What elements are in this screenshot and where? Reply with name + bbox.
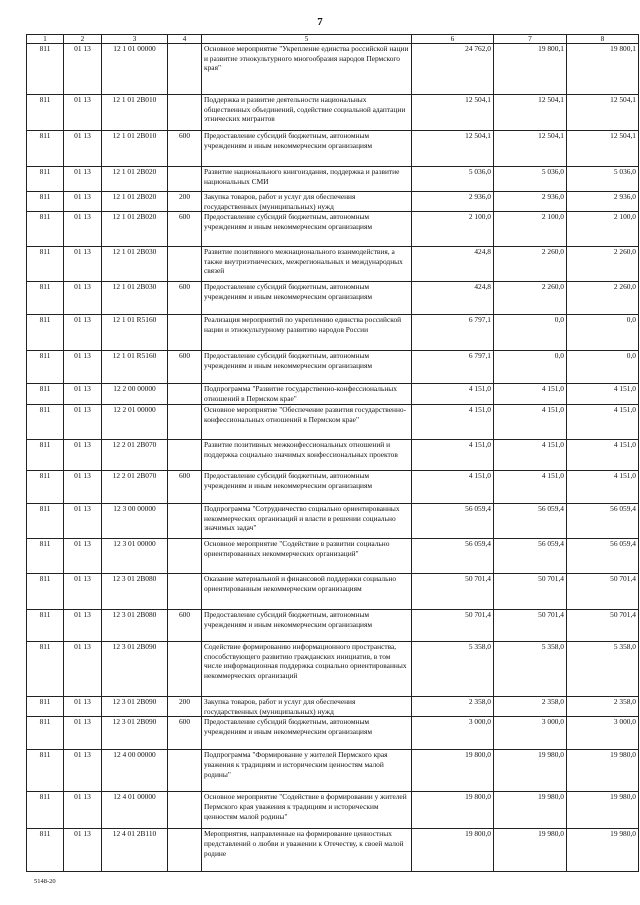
amount-2020-cell: 5 358,0 <box>412 642 494 697</box>
description-cell: Поддержка и развитие деятельности национальных общественных объединений, содействие социальной адаптации этнических мигрантов <box>202 95 412 131</box>
section-code-cell: 01 13 <box>64 44 102 95</box>
amount-2022-cell: 4 151,0 <box>567 384 639 405</box>
amount-2021-cell: 0,0 <box>494 351 567 384</box>
column-header: 2 <box>64 35 102 44</box>
target-article-code-cell: 12 1 01 2В030 <box>102 247 168 282</box>
target-article-code-cell: 12 1 01 2В020 <box>102 192 168 212</box>
amount-2020-cell: 424,8 <box>412 247 494 282</box>
amount-2022-cell: 2 936,0 <box>567 192 639 212</box>
expense-type-code-cell: 600 <box>168 131 202 167</box>
amount-2020-cell: 5 036,0 <box>412 167 494 192</box>
gr-code-cell: 811 <box>27 539 64 574</box>
amount-2021-cell: 50 701,4 <box>494 574 567 610</box>
amount-2021-cell: 2 358,0 <box>494 697 567 717</box>
expense-type-code-cell: 600 <box>168 717 202 750</box>
table-row <box>27 504 639 539</box>
description-cell: Подпрограмма "Развитие государственно-конфессиональных отношений в Пермском крае" <box>202 384 412 405</box>
description-cell: Предоставление субсидий бюджетным, автономным учреждениям и иным некоммерческим организациям <box>202 471 412 504</box>
amount-2020-cell: 424,8 <box>412 282 494 315</box>
description-cell: Основное мероприятие "Обеспечение развития государственно-конфессиональных отношений в Пермском крае" <box>202 405 412 440</box>
target-article-code-cell: 12 4 01 00000 <box>102 792 168 829</box>
amount-2021-cell: 4 151,0 <box>494 405 567 440</box>
amount-2022-cell: 2 358,0 <box>567 697 639 717</box>
gr-code-cell: 811 <box>27 697 64 717</box>
section-code-cell: 01 13 <box>64 95 102 131</box>
amount-2020-cell: 6 797,1 <box>412 315 494 351</box>
table-row <box>27 829 639 872</box>
amount-2021-cell: 2 260,0 <box>494 247 567 282</box>
gr-code-cell: 811 <box>27 351 64 384</box>
expense-type-code-cell: 600 <box>168 282 202 315</box>
expense-type-code-cell <box>168 829 202 872</box>
amount-2020-cell: 24 762,0 <box>412 44 494 95</box>
column-header: 4 <box>168 35 202 44</box>
amount-2020-cell: 19 800,0 <box>412 750 494 792</box>
gr-code-cell: 811 <box>27 384 64 405</box>
section-code-cell: 01 13 <box>64 212 102 247</box>
amount-2021-cell: 19 800,1 <box>494 44 567 95</box>
target-article-code-cell: 12 1 01 2В010 <box>102 131 168 167</box>
expense-type-code-cell <box>168 315 202 351</box>
section-code-cell: 01 13 <box>64 829 102 872</box>
gr-code-cell: 811 <box>27 792 64 829</box>
amount-2022-cell: 2 260,0 <box>567 282 639 315</box>
amount-2020-cell: 4 151,0 <box>412 440 494 471</box>
expense-type-code-cell <box>168 642 202 697</box>
description-cell: Предоставление субсидий бюджетным, автономным учреждениям и иным некоммерческим организациям <box>202 610 412 642</box>
gr-code-cell: 811 <box>27 405 64 440</box>
table-row <box>27 471 639 504</box>
amount-2022-cell: 4 151,0 <box>567 440 639 471</box>
gr-code-cell: 811 <box>27 471 64 504</box>
table-row <box>27 717 639 750</box>
amount-2022-cell: 50 701,4 <box>567 610 639 642</box>
gr-code-cell: 811 <box>27 95 64 131</box>
amount-2022-cell: 4 151,0 <box>567 471 639 504</box>
target-article-code-cell: 12 1 01 2В010 <box>102 95 168 131</box>
amount-2021-cell: 4 151,0 <box>494 440 567 471</box>
gr-code-cell: 811 <box>27 282 64 315</box>
target-article-code-cell: 12 3 01 2В090 <box>102 697 168 717</box>
target-article-code-cell: 12 1 01 2В020 <box>102 167 168 192</box>
page-number: 7 <box>317 16 323 28</box>
amount-2020-cell: 2 100,0 <box>412 212 494 247</box>
table-row <box>27 167 639 192</box>
amount-2022-cell: 50 701,4 <box>567 574 639 610</box>
amount-2022-cell: 0,0 <box>567 351 639 384</box>
expense-type-code-cell <box>168 247 202 282</box>
target-article-code-cell: 12 2 00 00000 <box>102 384 168 405</box>
amount-2020-cell: 4 151,0 <box>412 471 494 504</box>
description-cell: Предоставление субсидий бюджетным, автономным учреждениям и иным некоммерческим организациям <box>202 717 412 750</box>
section-code-cell: 01 13 <box>64 697 102 717</box>
gr-code-cell: 811 <box>27 642 64 697</box>
gr-code-cell: 811 <box>27 750 64 792</box>
amount-2021-cell: 56 059,4 <box>494 539 567 574</box>
amount-2022-cell: 56 059,4 <box>567 504 639 539</box>
amount-2022-cell: 0,0 <box>567 315 639 351</box>
gr-code-cell: 811 <box>27 440 64 471</box>
target-article-code-cell: 12 3 01 2В090 <box>102 717 168 750</box>
amount-2022-cell: 19 980,0 <box>567 750 639 792</box>
amount-2022-cell: 5 358,0 <box>567 642 639 697</box>
amount-2022-cell: 19 980,0 <box>567 829 639 872</box>
description-cell: Основное мероприятие "Содействие в формировании у жителей Пермского края уважения к традициям и историческим ценностям малой родины" <box>202 792 412 829</box>
amount-2021-cell: 0,0 <box>494 315 567 351</box>
table-row <box>27 315 639 351</box>
table-row <box>27 351 639 384</box>
section-code-cell: 01 13 <box>64 247 102 282</box>
target-article-code-cell: 12 3 01 00000 <box>102 539 168 574</box>
column-header: 6 <box>412 35 494 44</box>
amount-2022-cell: 2 100,0 <box>567 212 639 247</box>
description-cell: Содействие формированию информационного пространства, способствующего развитию гражданских инициатив, в том числе информационная поддержка социально ориентированных некоммерческих организаций <box>202 642 412 697</box>
amount-2020-cell: 2 358,0 <box>412 697 494 717</box>
gr-code-cell: 811 <box>27 212 64 247</box>
amount-2020-cell: 12 504,1 <box>412 131 494 167</box>
amount-2022-cell: 19 800,1 <box>567 44 639 95</box>
amount-2021-cell: 5 358,0 <box>494 642 567 697</box>
expense-type-code-cell <box>168 750 202 792</box>
expense-type-code-cell <box>168 384 202 405</box>
description-cell: Развитие позитивного межнационального взаимодействия, а также внутриэтнических, межрегиональных и международных связей <box>202 247 412 282</box>
table-row <box>27 750 639 792</box>
table-row <box>27 44 639 95</box>
amount-2021-cell: 56 059,4 <box>494 504 567 539</box>
amount-2022-cell: 12 504,1 <box>567 131 639 167</box>
column-header: 1 <box>27 35 64 44</box>
description-cell: Оказание материальной и финансовой поддержки социально ориентированным некоммерческим организациям <box>202 574 412 610</box>
expense-type-code-cell <box>168 792 202 829</box>
gr-code-cell: 811 <box>27 192 64 212</box>
target-article-code-cell: 12 3 00 00000 <box>102 504 168 539</box>
expense-type-code-cell: 600 <box>168 610 202 642</box>
table-row <box>27 539 639 574</box>
gr-code-cell: 811 <box>27 315 64 351</box>
description-cell: Предоставление субсидий бюджетным, автономным учреждениям и иным некоммерческим организациям <box>202 131 412 167</box>
table-row <box>27 212 639 247</box>
gr-code-cell: 811 <box>27 610 64 642</box>
amount-2020-cell: 56 059,4 <box>412 504 494 539</box>
table-row <box>27 192 639 212</box>
amount-2022-cell: 19 980,0 <box>567 792 639 829</box>
gr-code-cell: 811 <box>27 44 64 95</box>
section-code-cell: 01 13 <box>64 717 102 750</box>
amount-2021-cell: 19 980,0 <box>494 792 567 829</box>
section-code-cell: 01 13 <box>64 750 102 792</box>
amount-2021-cell: 4 151,0 <box>494 471 567 504</box>
description-cell: Предоставление субсидий бюджетным, автономным учреждениям и иным некоммерческим организациям <box>202 212 412 247</box>
amount-2021-cell: 4 151,0 <box>494 384 567 405</box>
gr-code-cell: 811 <box>27 574 64 610</box>
gr-code-cell: 811 <box>27 717 64 750</box>
amount-2021-cell: 5 036,0 <box>494 167 567 192</box>
table-row <box>27 282 639 315</box>
expense-type-code-cell: 600 <box>168 351 202 384</box>
amount-2020-cell: 19 800,0 <box>412 792 494 829</box>
column-header: 3 <box>102 35 168 44</box>
expense-type-code-cell: 600 <box>168 212 202 247</box>
column-header: 8 <box>567 35 639 44</box>
table-header-row <box>27 35 639 44</box>
target-article-code-cell: 12 3 01 2В090 <box>102 642 168 697</box>
description-cell: Развитие национального книгоиздания, поддержка и развитие национальных СМИ <box>202 167 412 192</box>
table-row <box>27 642 639 697</box>
section-code-cell: 01 13 <box>64 192 102 212</box>
section-code-cell: 01 13 <box>64 574 102 610</box>
amount-2021-cell: 19 980,0 <box>494 750 567 792</box>
amount-2020-cell: 50 701,4 <box>412 574 494 610</box>
section-code-cell: 01 13 <box>64 315 102 351</box>
amount-2021-cell: 2 936,0 <box>494 192 567 212</box>
target-article-code-cell: 12 4 01 2В110 <box>102 829 168 872</box>
description-cell: Закупка товаров, работ и услуг для обеспечения государственных (муниципальных) нужд <box>202 192 412 212</box>
amount-2021-cell: 3 000,0 <box>494 717 567 750</box>
amount-2021-cell: 50 701,4 <box>494 610 567 642</box>
expense-type-code-cell <box>168 440 202 471</box>
description-cell: Предоставление субсидий бюджетным, автономным учреждениям и иным некоммерческим организациям <box>202 282 412 315</box>
table-row <box>27 247 639 282</box>
expense-type-code-cell <box>168 504 202 539</box>
target-article-code-cell: 12 4 00 00000 <box>102 750 168 792</box>
description-cell: Основное мероприятие "Укрепление единства российской нации и развитие этнокультурного многообразия народов Пермского края" <box>202 44 412 95</box>
gr-code-cell: 811 <box>27 247 64 282</box>
section-code-cell: 01 13 <box>64 440 102 471</box>
column-header: 7 <box>494 35 567 44</box>
description-cell: Закупка товаров, работ и услуг для обеспечения государственных (муниципальных) нужд <box>202 697 412 717</box>
amount-2021-cell: 2 100,0 <box>494 212 567 247</box>
description-cell: Мероприятия, направленные на формирование ценностных представлений о любви и уважении к Отечеству, к своей малой родине <box>202 829 412 872</box>
section-code-cell: 01 13 <box>64 131 102 167</box>
amount-2022-cell: 3 000,0 <box>567 717 639 750</box>
description-cell: Подпрограмма "Сотрудничество социально ориентированных некоммерческих организаций и власти в решении социально значимых задач" <box>202 504 412 539</box>
target-article-code-cell: 12 1 01 00000 <box>102 44 168 95</box>
table-row <box>27 405 639 440</box>
target-article-code-cell: 12 3 01 2В080 <box>102 610 168 642</box>
amount-2022-cell: 4 151,0 <box>567 405 639 440</box>
gr-code-cell: 811 <box>27 167 64 192</box>
amount-2021-cell: 12 504,1 <box>494 95 567 131</box>
amount-2020-cell: 12 504,1 <box>412 95 494 131</box>
description-cell: Подпрограмма "Формирование у жителей Пермского края уважения к традициям и историческим ценностям малой родины" <box>202 750 412 792</box>
table-row <box>27 384 639 405</box>
amount-2020-cell: 50 701,4 <box>412 610 494 642</box>
target-article-code-cell: 12 2 01 2В070 <box>102 471 168 504</box>
amount-2020-cell: 6 797,1 <box>412 351 494 384</box>
gr-code-cell: 811 <box>27 829 64 872</box>
expense-type-code-cell: 200 <box>168 697 202 717</box>
expense-type-code-cell <box>168 95 202 131</box>
target-article-code-cell: 12 1 01 2В030 <box>102 282 168 315</box>
target-article-code-cell: 12 2 01 2В070 <box>102 440 168 471</box>
section-code-cell: 01 13 <box>64 405 102 440</box>
amount-2022-cell: 12 504,1 <box>567 95 639 131</box>
table-row <box>27 440 639 471</box>
target-article-code-cell: 12 3 01 2В080 <box>102 574 168 610</box>
section-code-cell: 01 13 <box>64 504 102 539</box>
section-code-cell: 01 13 <box>64 384 102 405</box>
target-article-code-cell: 12 1 01 2В020 <box>102 212 168 247</box>
expense-type-code-cell <box>168 44 202 95</box>
section-code-cell: 01 13 <box>64 642 102 697</box>
gr-code-cell: 811 <box>27 504 64 539</box>
amount-2022-cell: 5 036,0 <box>567 167 639 192</box>
amount-2020-cell: 4 151,0 <box>412 405 494 440</box>
amount-2020-cell: 56 059,4 <box>412 539 494 574</box>
target-article-code-cell: 12 1 01 R5160 <box>102 351 168 384</box>
section-code-cell: 01 13 <box>64 792 102 829</box>
amount-2021-cell: 12 504,1 <box>494 131 567 167</box>
expense-type-code-cell <box>168 167 202 192</box>
section-code-cell: 01 13 <box>64 539 102 574</box>
gr-code-cell: 811 <box>27 131 64 167</box>
amount-2021-cell: 2 260,0 <box>494 282 567 315</box>
amount-2020-cell: 2 936,0 <box>412 192 494 212</box>
table-body <box>27 44 639 872</box>
amount-2022-cell: 56 059,4 <box>567 539 639 574</box>
section-code-cell: 01 13 <box>64 167 102 192</box>
table-row <box>27 792 639 829</box>
description-cell: Основное мероприятие "Содействие в развитии социально ориентированных некоммерческих организаций" <box>202 539 412 574</box>
table-row <box>27 131 639 167</box>
description-cell: Реализация мероприятий по укреплению единства российской нации и этнокультурному развитию народов России <box>202 315 412 351</box>
table-row <box>27 574 639 610</box>
target-article-code-cell: 12 2 01 00000 <box>102 405 168 440</box>
table-row <box>27 697 639 717</box>
budget-table <box>26 34 639 872</box>
target-article-code-cell: 12 1 01 R5160 <box>102 315 168 351</box>
amount-2021-cell: 19 980,0 <box>494 829 567 872</box>
amount-2020-cell: 3 000,0 <box>412 717 494 750</box>
footer-code: 5148-20 <box>34 878 56 885</box>
description-cell: Развитие позитивных межконфессиональных отношений и поддержка социально значимых конфессиональных проектов <box>202 440 412 471</box>
table-row <box>27 95 639 131</box>
expense-type-code-cell <box>168 574 202 610</box>
section-code-cell: 01 13 <box>64 471 102 504</box>
expense-type-code-cell <box>168 405 202 440</box>
expense-type-code-cell <box>168 539 202 574</box>
amount-2020-cell: 4 151,0 <box>412 384 494 405</box>
amount-2020-cell: 19 800,0 <box>412 829 494 872</box>
amount-2022-cell: 2 260,0 <box>567 247 639 282</box>
section-code-cell: 01 13 <box>64 282 102 315</box>
section-code-cell: 01 13 <box>64 351 102 384</box>
description-cell: Предоставление субсидий бюджетным, автономным учреждениям и иным некоммерческим организациям <box>202 351 412 384</box>
column-header: 5 <box>202 35 412 44</box>
table-row <box>27 610 639 642</box>
section-code-cell: 01 13 <box>64 610 102 642</box>
expense-type-code-cell: 200 <box>168 192 202 212</box>
expense-type-code-cell: 600 <box>168 471 202 504</box>
